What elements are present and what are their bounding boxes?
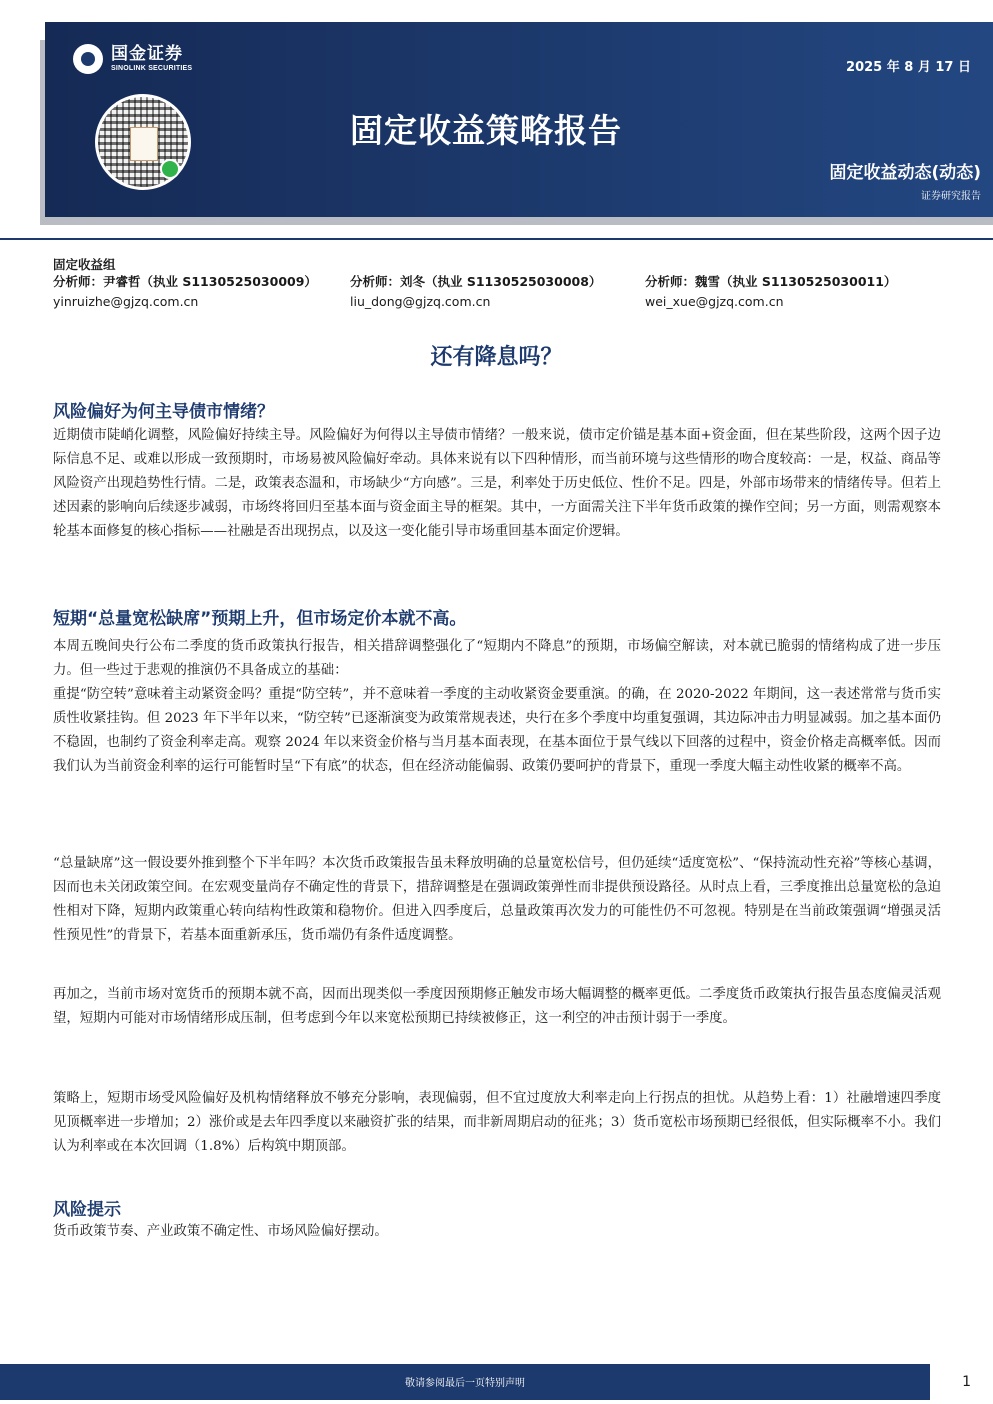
paragraph: 策略上，短期市场受风险偏好及机构情绪释放不够充分影响，表现偏弱，但不宜过度放大利率走向上行拐点的担忧。从趋势上看：1）社融增速四季度见顶概率进一步增加；2）涨价或是去年四季度以来融资扩张的结果，而非新周期启动的征兆；3）货币宽松市场预期已经很低，但实际概率不小。我们认为利率或在本次回调（1.8%）后构筑中期顶部。 — [53, 1091, 941, 1154]
logo-icon — [73, 44, 103, 74]
analyst-name: 分析师：魏雪（执业 S1130525030011） — [645, 274, 897, 289]
qr-center-logo — [130, 127, 158, 161]
paragraph: 近期债市陡峭化调整，风险偏好持续主导。风险偏好为何得以主导债市情绪？一般来说，债市定价锚是基本面+资金面，但在某些阶段，这两个因子边际信息不足、或难以形成一致预期时，市场易被风险偏好牵动。具体来说有以下四种情形，而当前环境与这些情形的吻合度较高：一是，权益、商品等风险资产出现趋势性行情。二是，政策表态温和，市场缺少“方向感”。三是，利率处于历史低位、性价不足。四是，外部市场带来的情绪传导。但若上述因素的影响向后续逐步减弱，市场终将回归至基本面与资金面主导的框架。其中，一方面需关注下半年货币政策的操作空间；另一方面，则需观察本轮基本面修复的核心指标——社融是否出现拐点，以及这一变化能引导市场重回基本面定价逻辑。 — [53, 428, 941, 539]
section-heading-risk-appetite: 风险偏好为何主导债市情绪？ — [53, 402, 274, 422]
paragraph: 再加之，当前市场对宽货币的预期本就不高，因而出现类似一季度因预期修正触发市场大幅调整的概率更低。二季度货币政策执行报告虽态度偏灵活观望，短期内可能对市场情绪形成压制，但考虑到今年以来宽松预期已持续被修正，这一利空的冲击预计弱于一季度。 — [53, 987, 941, 1026]
section-heading-short-term: 短期“总量宽松缺席”预期上升，但市场定价本就不高。 — [53, 609, 467, 629]
analyst-1 — [53, 272, 317, 312]
mini-program-icon — [160, 159, 180, 179]
report-type: 固定收益动态(动态) — [829, 163, 981, 183]
team-name: 固定收益组 — [53, 257, 116, 272]
report-title: 固定收益策略报告 — [350, 111, 622, 150]
report-kind: 证券研究报告 — [921, 191, 981, 202]
analyst-email[interactable]: wei_xue@gjzq.com.cn — [645, 294, 784, 309]
main-title: 还有降息吗？ — [430, 345, 563, 370]
analyst-3 — [645, 272, 896, 312]
report-banner — [45, 22, 993, 217]
header-divider — [0, 238, 993, 240]
paragraph: 重提“防空转”意味着主动紧资金吗？重提“防空转”，并不意味着一季度的主动收紧资金要重演。的确，在 2020-2022 年期间，这一表述常常与货币实质性收紧挂钩。但 2023 年下半年以来，“防空转”已逐渐演变为政策常规表述，央行在多个季度中均重复强调，其边际冲击力明显减弱。加之基本面仍不稳固，也制约了资金利率走高。观察 2024 年以来资金价格与当月基本面表现，在基本面位于景气线以下回落的过程中，资金价格走高概率低。因而我们认为当前资金利率的运行可能暂时呈“下有底”的状态，但在经济动能偏弱、政策仍要呵护的背景下，重现一季度大幅主动性收紧的概率不高。 — [53, 687, 941, 774]
company-logo — [73, 44, 192, 74]
paragraph: “总量缺席”这一假设要外推到整个下半年吗？本次货币政策报告虽未释放明确的总量宽松信号，但仍延续“适度宽松”、“保持流动性充裕”等核心基调，因而也未关闭政策空间。在宏观变量尚存不确定性的背景下，措辞调整是在强调政策弹性而非提供预设路径。从时点上看，三季度推出总量宽松的急迫性相对下降，短期内政策重心转向结构性政策和稳物价。但进入四季度后，总量政策再次发力的可能性仍不可忽视。特别是在当前政策强调“增强灵活性预见性”的背景下，若基本面重新承压，货币端仍有条件适度调整。 — [53, 856, 941, 943]
paragraph: 货币政策节奏、产业政策不确定性、市场风险偏好摆动。 — [53, 1224, 388, 1239]
page-number: 1 — [962, 1374, 971, 1390]
logo-cn: 国金证券 — [111, 43, 183, 64]
analyst-name: 分析师：尹睿哲（执业 S1130525030009） — [53, 274, 317, 289]
logo-en: SINOLINK SECURITIES — [111, 64, 193, 72]
section-heading-risk-warning: 风险提示 — [53, 1200, 121, 1220]
analyst-name: 分析师：刘冬（执业 S1130525030008） — [350, 274, 602, 289]
footer-disclaimer: 敬请参阅最后一页特别声明 — [405, 1378, 525, 1389]
analyst-email[interactable]: yinruizhe@gjzq.com.cn — [53, 294, 199, 309]
paragraph: 本周五晚间央行公布二季度的货币政策执行报告，相关措辞调整强化了“短期内不降息”的预期，市场偏空解读，对本就已脆弱的情绪构成了进一步压力。但一些过于悲观的推演仍不具备成立的基础： — [53, 639, 941, 678]
qr-code-icon — [95, 94, 191, 190]
analyst-email[interactable]: liu_dong@gjzq.com.cn — [350, 294, 491, 309]
analyst-2 — [350, 272, 601, 312]
report-date: 2025 年 8 月 17 日 — [846, 60, 971, 75]
